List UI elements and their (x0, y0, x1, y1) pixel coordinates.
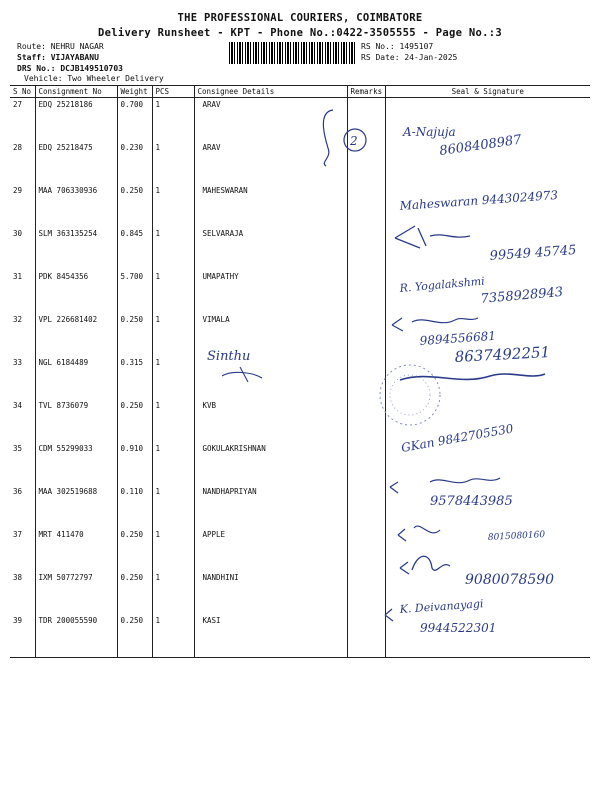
consignee-cell: ARAV (194, 98, 347, 142)
header-consignee: Consignee Details (194, 86, 347, 98)
consignee-cell (194, 356, 347, 399)
rs-date: RS Date: 24-Jan-2025 (361, 53, 458, 62)
remark-number: 2 (350, 134, 358, 148)
sno-cell: 32 (13, 315, 23, 324)
signature-cell (385, 571, 590, 614)
sno-cell: 31 (13, 272, 23, 281)
sno-cell: 28 (13, 143, 23, 152)
table-row (10, 399, 590, 442)
table-row (10, 485, 590, 528)
signature-cell (385, 442, 590, 485)
table-header-row (10, 86, 590, 98)
consignment-cell: VPL 226681402 (35, 313, 117, 356)
header-weight: Weight (117, 86, 152, 98)
pcs-cell: 1 (152, 270, 194, 313)
remarks-cell (347, 571, 385, 614)
consignment-cell: MAA 706330936 (35, 184, 117, 227)
table-row (10, 614, 590, 658)
table-row (10, 528, 590, 571)
consignment-cell: NGL 6184489 (35, 356, 117, 399)
remarks-cell (347, 614, 385, 658)
consignee-cell: GOKULAKRISHNAN (194, 442, 347, 485)
signature-cell (385, 356, 590, 399)
signature-39-phone: 9944522301 (420, 621, 497, 635)
table-row (10, 141, 590, 184)
weight-cell: 0.250 (117, 528, 152, 571)
consignment-cell: CDM 55299033 (35, 442, 117, 485)
consignee-cell: KVB (194, 399, 347, 442)
signature-cell (385, 313, 590, 356)
consignment-cell: EDQ 25218186 (35, 98, 117, 142)
table-row (10, 571, 590, 614)
remarks-cell (347, 528, 385, 571)
pcs-cell: 1 (152, 356, 194, 399)
sno-cell: 35 (13, 444, 23, 453)
pcs-cell: 1 (152, 141, 194, 184)
signature-32-phone: 9894556681 (419, 328, 497, 348)
signature-cell (385, 227, 590, 270)
consignee-cell: MAHESWARAN (194, 184, 347, 227)
pcs-cell: 1 (152, 528, 194, 571)
signature-33-phone: 8637492251 (454, 343, 551, 366)
consignment-cell: SLM 363135254 (35, 227, 117, 270)
weight-cell: 0.250 (117, 399, 152, 442)
signature-29: Maheswaran 9443024973 (399, 187, 559, 213)
pcs-cell: 1 (152, 485, 194, 528)
pcs-cell: 1 (152, 184, 194, 227)
weight-cell: 0.250 (117, 614, 152, 658)
consignee-cell: KASI (194, 614, 347, 658)
vehicle-label: Vehicle: Two Wheeler Delivery (24, 74, 164, 83)
consignee-cell: UMAPATHY (194, 270, 347, 313)
weight-cell: 0.250 (117, 313, 152, 356)
weight-cell: 0.700 (117, 98, 152, 142)
pcs-cell: 1 (152, 399, 194, 442)
pcs-cell: 1 (152, 614, 194, 658)
consignment-cell: IXM 50772797 (35, 571, 117, 614)
consignment-cell: MRT 411470 (35, 528, 117, 571)
signature-37-phone: 8015080160 (487, 530, 546, 543)
weight-cell: 0.110 (117, 485, 152, 528)
sno-cell: 34 (13, 401, 23, 410)
consignee-cell: APPLE (194, 528, 347, 571)
header-pcs: PCS (152, 86, 194, 98)
table-row (10, 313, 590, 356)
signature-39-name: K. Deivanayagi (399, 597, 484, 616)
table-row (10, 442, 590, 485)
consignment-cell: PDK 8454356 (35, 270, 117, 313)
pcs-cell: 1 (152, 442, 194, 485)
consignee-cell: VIMALA (194, 313, 347, 356)
consignee-33-handwritten: Sinthu (207, 349, 251, 364)
runsheet-subtitle: Delivery Runsheet - KPT - Phone No.:0422-3505555 - Page No.:3 (98, 27, 502, 39)
weight-cell: 0.250 (117, 571, 152, 614)
pcs-cell: 1 (152, 227, 194, 270)
signature-30-phone: 99549 45745 (489, 242, 577, 264)
signature-27-28-name: A-Najuja (403, 125, 456, 139)
signature-cell (385, 98, 590, 142)
remarks-cell (347, 184, 385, 227)
signature-cell (385, 614, 590, 658)
remarks-cell (347, 313, 385, 356)
consignment-cell: EDQ 25218475 (35, 141, 117, 184)
table-row (10, 356, 590, 399)
consignment-cell: TVL 8736079 (35, 399, 117, 442)
sno-cell: 29 (13, 186, 23, 195)
pcs-cell: 1 (152, 313, 194, 356)
weight-cell: 0.845 (117, 227, 152, 270)
sno-cell: 38 (13, 573, 23, 582)
pcs-cell: 1 (152, 98, 194, 142)
remarks-cell (347, 485, 385, 528)
table-row (10, 98, 590, 142)
table-row (10, 184, 590, 227)
signature-cell (385, 528, 590, 571)
consignee-cell: NANDHINI (194, 571, 347, 614)
signature-36-phone: 9578443985 (430, 494, 513, 509)
signature-27-28-phone: 8608408987 (438, 132, 523, 159)
remarks-cell (347, 270, 385, 313)
route-label: Route: NEHRU NAGAR (17, 42, 104, 51)
header-remarks: Remarks (347, 86, 385, 98)
signature-31-name: R. Yogalakshmi (399, 274, 486, 295)
weight-cell: 0.250 (117, 184, 152, 227)
sno-cell: 39 (10, 614, 35, 658)
remarks-cell (347, 356, 385, 399)
rs-number: RS No.: 1495107 (361, 42, 434, 51)
consignment-cell: MAA 302519688 (35, 485, 117, 528)
table-row (10, 227, 590, 270)
weight-cell: 0.230 (117, 141, 152, 184)
header-sno: S No (10, 86, 35, 98)
header-consignment: Consignment No (35, 86, 117, 98)
signature-cell (385, 141, 590, 184)
signature-31-phone: 7358928943 (480, 284, 564, 307)
signature-cell (385, 485, 590, 528)
remarks-cell (347, 227, 385, 270)
delivery-table (10, 85, 590, 658)
header-signature: Seal & Signature (385, 86, 590, 98)
signature-35: GKan 9842705530 (400, 421, 515, 455)
consignee-cell: NANDHAPRIYAN (194, 485, 347, 528)
signature-cell (385, 399, 590, 442)
signature-cell (385, 270, 590, 313)
consignee-cell: SELVARAJA (194, 227, 347, 270)
weight-cell: 0.910 (117, 442, 152, 485)
drs-number: DRS No.: DCJB149510703 (17, 64, 123, 73)
barcode (229, 42, 355, 64)
remarks-cell (347, 98, 385, 142)
remarks-cell (347, 141, 385, 184)
weight-cell: 5.700 (117, 270, 152, 313)
remarks-cell (347, 442, 385, 485)
sno-cell: 30 (13, 229, 23, 238)
consignee-cell: ARAV (194, 141, 347, 184)
signature-38-phone: 9080078590 (465, 572, 555, 588)
signature-cell (385, 184, 590, 227)
weight-cell: 0.315 (117, 356, 152, 399)
sno-cell: 37 (13, 530, 23, 539)
consignment-cell: TDR 200055590 (35, 614, 117, 658)
sno-cell: 27 (13, 100, 23, 109)
runsheet-title: THE PROFESSIONAL COURIERS, COIMBATORE (177, 12, 423, 24)
remarks-cell (347, 399, 385, 442)
staff-label: Staff: VIJAYABANU (17, 53, 99, 62)
pcs-cell: 1 (152, 571, 194, 614)
table-row (10, 270, 590, 313)
sno-cell: 36 (13, 487, 23, 496)
sno-cell: 33 (13, 358, 23, 367)
